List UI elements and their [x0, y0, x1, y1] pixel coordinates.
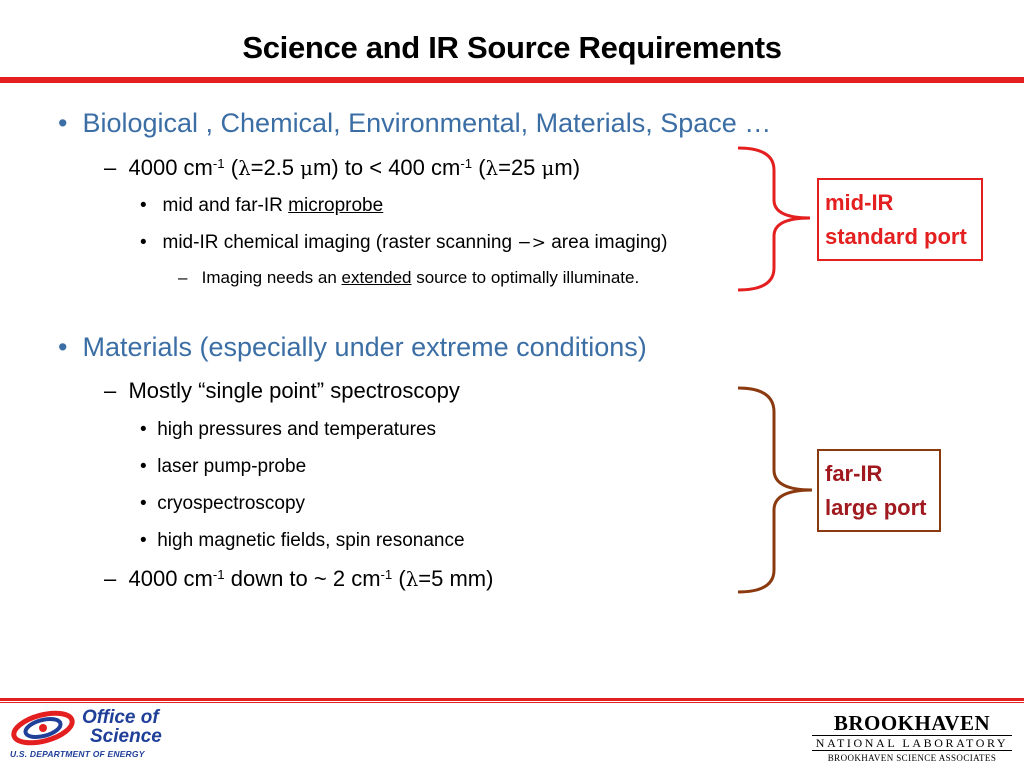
bullet-dot: •: [58, 332, 68, 362]
text-frag: =5 mm): [418, 566, 494, 591]
section1-sub1: [104, 155, 580, 181]
section1-heading: Biological , Chemical, Environmental, Materials, Space …: [82, 108, 772, 138]
exponent: -1: [212, 155, 225, 171]
text-frag: source to optimally illuminate.: [411, 268, 640, 287]
section2-sub1: [104, 378, 460, 404]
office-of-science-logo: [10, 708, 190, 764]
text-frag: mid and far-IR: [162, 195, 289, 216]
exponent: -1: [460, 155, 473, 171]
callout-line: standard port: [825, 224, 967, 249]
text-frag: (: [392, 566, 406, 591]
exponent: -1: [212, 566, 225, 582]
section2-heading: Materials (especially under extreme conditions): [82, 332, 647, 362]
callout-line: far-IR: [825, 461, 883, 486]
mid-ir-brace: [730, 140, 830, 300]
text-frag: (: [472, 155, 486, 180]
lambda-symbol: λ: [405, 568, 419, 591]
section1-item1: [140, 195, 383, 217]
text-frag: Mostly “single point” spectroscopy: [128, 378, 460, 403]
far-ir-brace: [730, 380, 830, 602]
callout-line: mid-IR: [825, 190, 894, 215]
osc-text: [82, 708, 162, 746]
section1-subitem: [178, 268, 639, 288]
doe-orbit-icon: [10, 708, 76, 748]
arrow-symbol: −>: [517, 233, 546, 253]
list-item-text: high pressures and temperatures: [157, 419, 437, 440]
lambda-symbol: λ: [238, 157, 251, 180]
lambda-symbol: λ: [485, 157, 499, 180]
list-item-text: cryospectroscopy: [157, 493, 306, 514]
microprobe-underlined: microprobe: [288, 195, 384, 216]
exponent: -1: [380, 566, 393, 582]
text-frag: =25: [498, 155, 542, 180]
text-frag: area imaging): [545, 232, 668, 253]
osc-line2: Science: [90, 726, 162, 747]
bullet-dot: •: [140, 232, 147, 253]
bullet-dot: •: [58, 108, 68, 138]
doe-caption: U.S. DEPARTMENT OF ENERGY: [10, 749, 145, 759]
list-item-text: laser pump-probe: [157, 456, 307, 477]
slide-title: Science and IR Source Requirements: [242, 30, 782, 65]
section2-item: [140, 419, 436, 441]
osc-line1: Office of: [82, 707, 159, 728]
mu-symbol: μ: [541, 157, 555, 180]
section2-item: [140, 456, 306, 478]
section2-item: [140, 493, 305, 515]
text-frag: down to ~ 2 cm: [224, 566, 381, 591]
extended-underlined: extended: [341, 268, 412, 287]
section1-item2: [140, 232, 667, 254]
section1-heading-row: [58, 108, 771, 139]
list-item-text: high magnetic fields, spin resonance: [157, 530, 465, 551]
text-frag: =2.5: [250, 155, 301, 180]
bnl-sub2-text: BROOKHAVEN SCIENCE ASSOCIATES: [827, 753, 997, 763]
mid-ir-callout: [817, 178, 983, 261]
footer-bar-thin: [0, 702, 1024, 703]
text-frag: mid-IR chemical imaging (raster scanning: [162, 232, 518, 253]
bnl-sub-text: NATIONAL LABORATORY: [812, 735, 1012, 751]
bullet-dot: •: [140, 195, 147, 216]
bullet-dot: •: [140, 419, 147, 440]
mu-symbol: μ: [300, 157, 314, 180]
dash-marker: –: [178, 268, 188, 287]
bullet-dot: •: [140, 493, 147, 514]
section2-item: [140, 530, 465, 552]
text-frag: m) to < 400 cm: [313, 155, 461, 180]
dash-marker: –: [104, 566, 117, 591]
text-frag: 4000 cm: [128, 155, 213, 180]
bullet-dot: •: [140, 456, 147, 477]
bnl-main-text: BROOKHAVEN: [833, 711, 991, 735]
bullet-dot: •: [140, 530, 147, 551]
brookhaven-logo: [812, 712, 1012, 762]
section2-sub2: [104, 566, 493, 592]
title-underline-bar: [0, 77, 1024, 83]
footer-bar: [0, 698, 1024, 701]
text-frag: m): [554, 155, 581, 180]
text-frag: 4000 cm: [128, 566, 213, 591]
dash-marker: –: [104, 378, 117, 403]
text-frag: (: [224, 155, 239, 180]
text-frag: Imaging needs an: [201, 268, 342, 287]
dash-marker: –: [104, 155, 117, 180]
callout-line: large port: [825, 495, 927, 520]
section2-heading-row: [58, 332, 647, 363]
far-ir-callout: [817, 449, 941, 532]
